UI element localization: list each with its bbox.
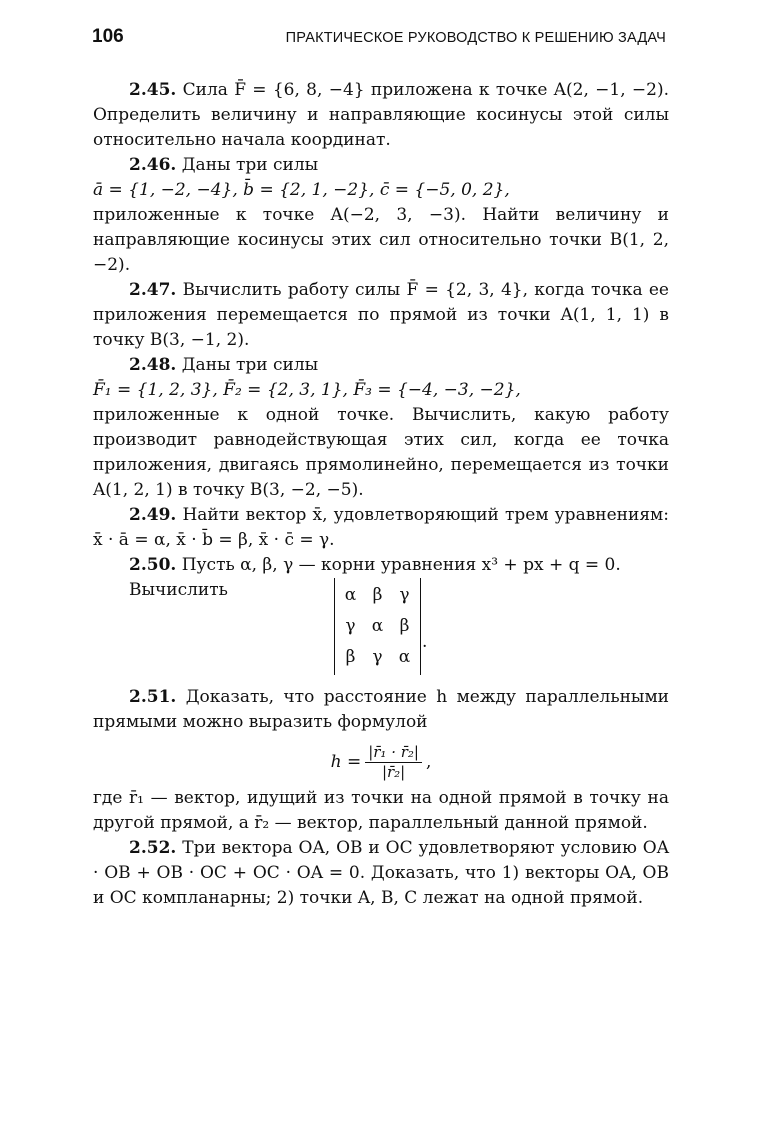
problem-number: 2.51. (129, 687, 177, 707)
determinant-period: . (422, 632, 428, 652)
problem-2-47 (93, 278, 669, 353)
problem-text: Вычислить работу силы F̄ = {2, 3, 4}, когда точка ее приложения перемещается по прямой из точки A(1, 1, 1) в точку B(3, −1, 2). (93, 280, 669, 350)
determinant-cell: α (371, 616, 384, 636)
determinant (334, 578, 421, 675)
problem-number: 2.47. (129, 280, 177, 300)
determinant-cell: β (372, 585, 383, 605)
compute-label: Вычислить (129, 580, 228, 600)
determinant-block (93, 578, 669, 675)
fraction-denominator: |r̄₂| (381, 763, 406, 781)
formula-2-51 (93, 743, 669, 782)
problem-number: 2.48. (129, 355, 177, 375)
problem-text: Даны три силы (181, 155, 319, 175)
fraction-numerator: |r̄₁ · r̄₂| (365, 743, 422, 763)
determinant-cell: β (345, 647, 356, 667)
problem-text: Даны три силы (181, 355, 319, 375)
problem-text: Найти вектор x̄, удовлетворяющий трем уравнениям: x̄ · ā = α, x̄ · b̄ = β, x̄ · c̄ = γ. (93, 505, 669, 550)
determinant-cell: γ (372, 647, 383, 667)
problem-2-48-intro (93, 353, 669, 378)
problem-2-45 (93, 78, 669, 153)
determinant-cell: γ (345, 616, 356, 636)
page-number: 106 (92, 26, 124, 47)
fraction (365, 743, 422, 782)
determinant-row (337, 580, 418, 611)
determinant-row (337, 642, 418, 673)
problem-number: 2.45. (129, 80, 177, 100)
page-body (93, 78, 669, 911)
formula-lhs: h = (330, 752, 362, 772)
problem-2-52 (93, 836, 669, 911)
problem-text: Три вектора OA, OB и OC удовлетворяют условию OA · OB + OB · OC + OC · OA = 0. Доказать, что 1) векторы OA, OB и OC компланарны; 2) точки A, B, C лежат на одной прямой. (93, 838, 669, 908)
running-title: ПРАКТИЧЕСКОЕ РУКОВОДСТВО К РЕШЕНИЮ ЗАДАЧ (285, 30, 666, 46)
formula-2-46: ā = {1, −2, −4}, b̄ = {2, 1, −2}, c̄ = {−5, 0, 2}, (93, 180, 510, 200)
problem-2-48-text: приложенные к одной точке. Вычислить, какую работу производит равнодействующая этих сил, когда ее точка приложения, двигаясь прямолинейно, перемещается из точки A(1, 2, 1) в точку B(3, −2, −5). (93, 405, 669, 500)
problem-text: Сила F̄ = {6, 8, −4} приложена к точке A(2, −1, −2). Определить величину и направляющие косинусы этой силы относительно начала координат. (93, 80, 670, 150)
determinant-row (337, 611, 418, 642)
problem-text: Доказать, что расстояние h между параллельными прямыми можно выразить формулой (93, 687, 669, 732)
problem-text: Пусть α, β, γ — корни уравнения x³ + px + q = 0. (181, 555, 621, 575)
determinant-cell: β (399, 616, 410, 636)
problem-2-50 (93, 553, 669, 578)
problem-2-51 (93, 685, 669, 735)
determinant-cell: α (398, 647, 411, 667)
determinant-cell: γ (399, 585, 410, 605)
formula-2-48: F̄₁ = {1, 2, 3}, F̄₂ = {2, 3, 1}, F̄₃ = {−4, −3, −2}, (93, 380, 521, 400)
problem-2-51-text: где r̄₁ — вектор, идущий из точки на одной прямой в точку на другой прямой, а r̄₂ — вектор, параллельный данной прямой. (93, 788, 669, 833)
problem-2-46-text: приложенные к точке A(−2, 3, −3). Найти величину и направляющие косинусы этих сил относительно точки B(1, 2, −2). (93, 205, 669, 275)
problem-2-49 (93, 503, 669, 553)
problem-number: 2.50. (129, 555, 177, 575)
problem-number: 2.46. (129, 155, 177, 175)
determinant-cell: α (344, 585, 357, 605)
problem-number: 2.49. (129, 505, 177, 525)
problem-number: 2.52. (129, 838, 177, 858)
problem-2-46-intro (93, 153, 669, 178)
formula-comma: , (425, 752, 432, 772)
